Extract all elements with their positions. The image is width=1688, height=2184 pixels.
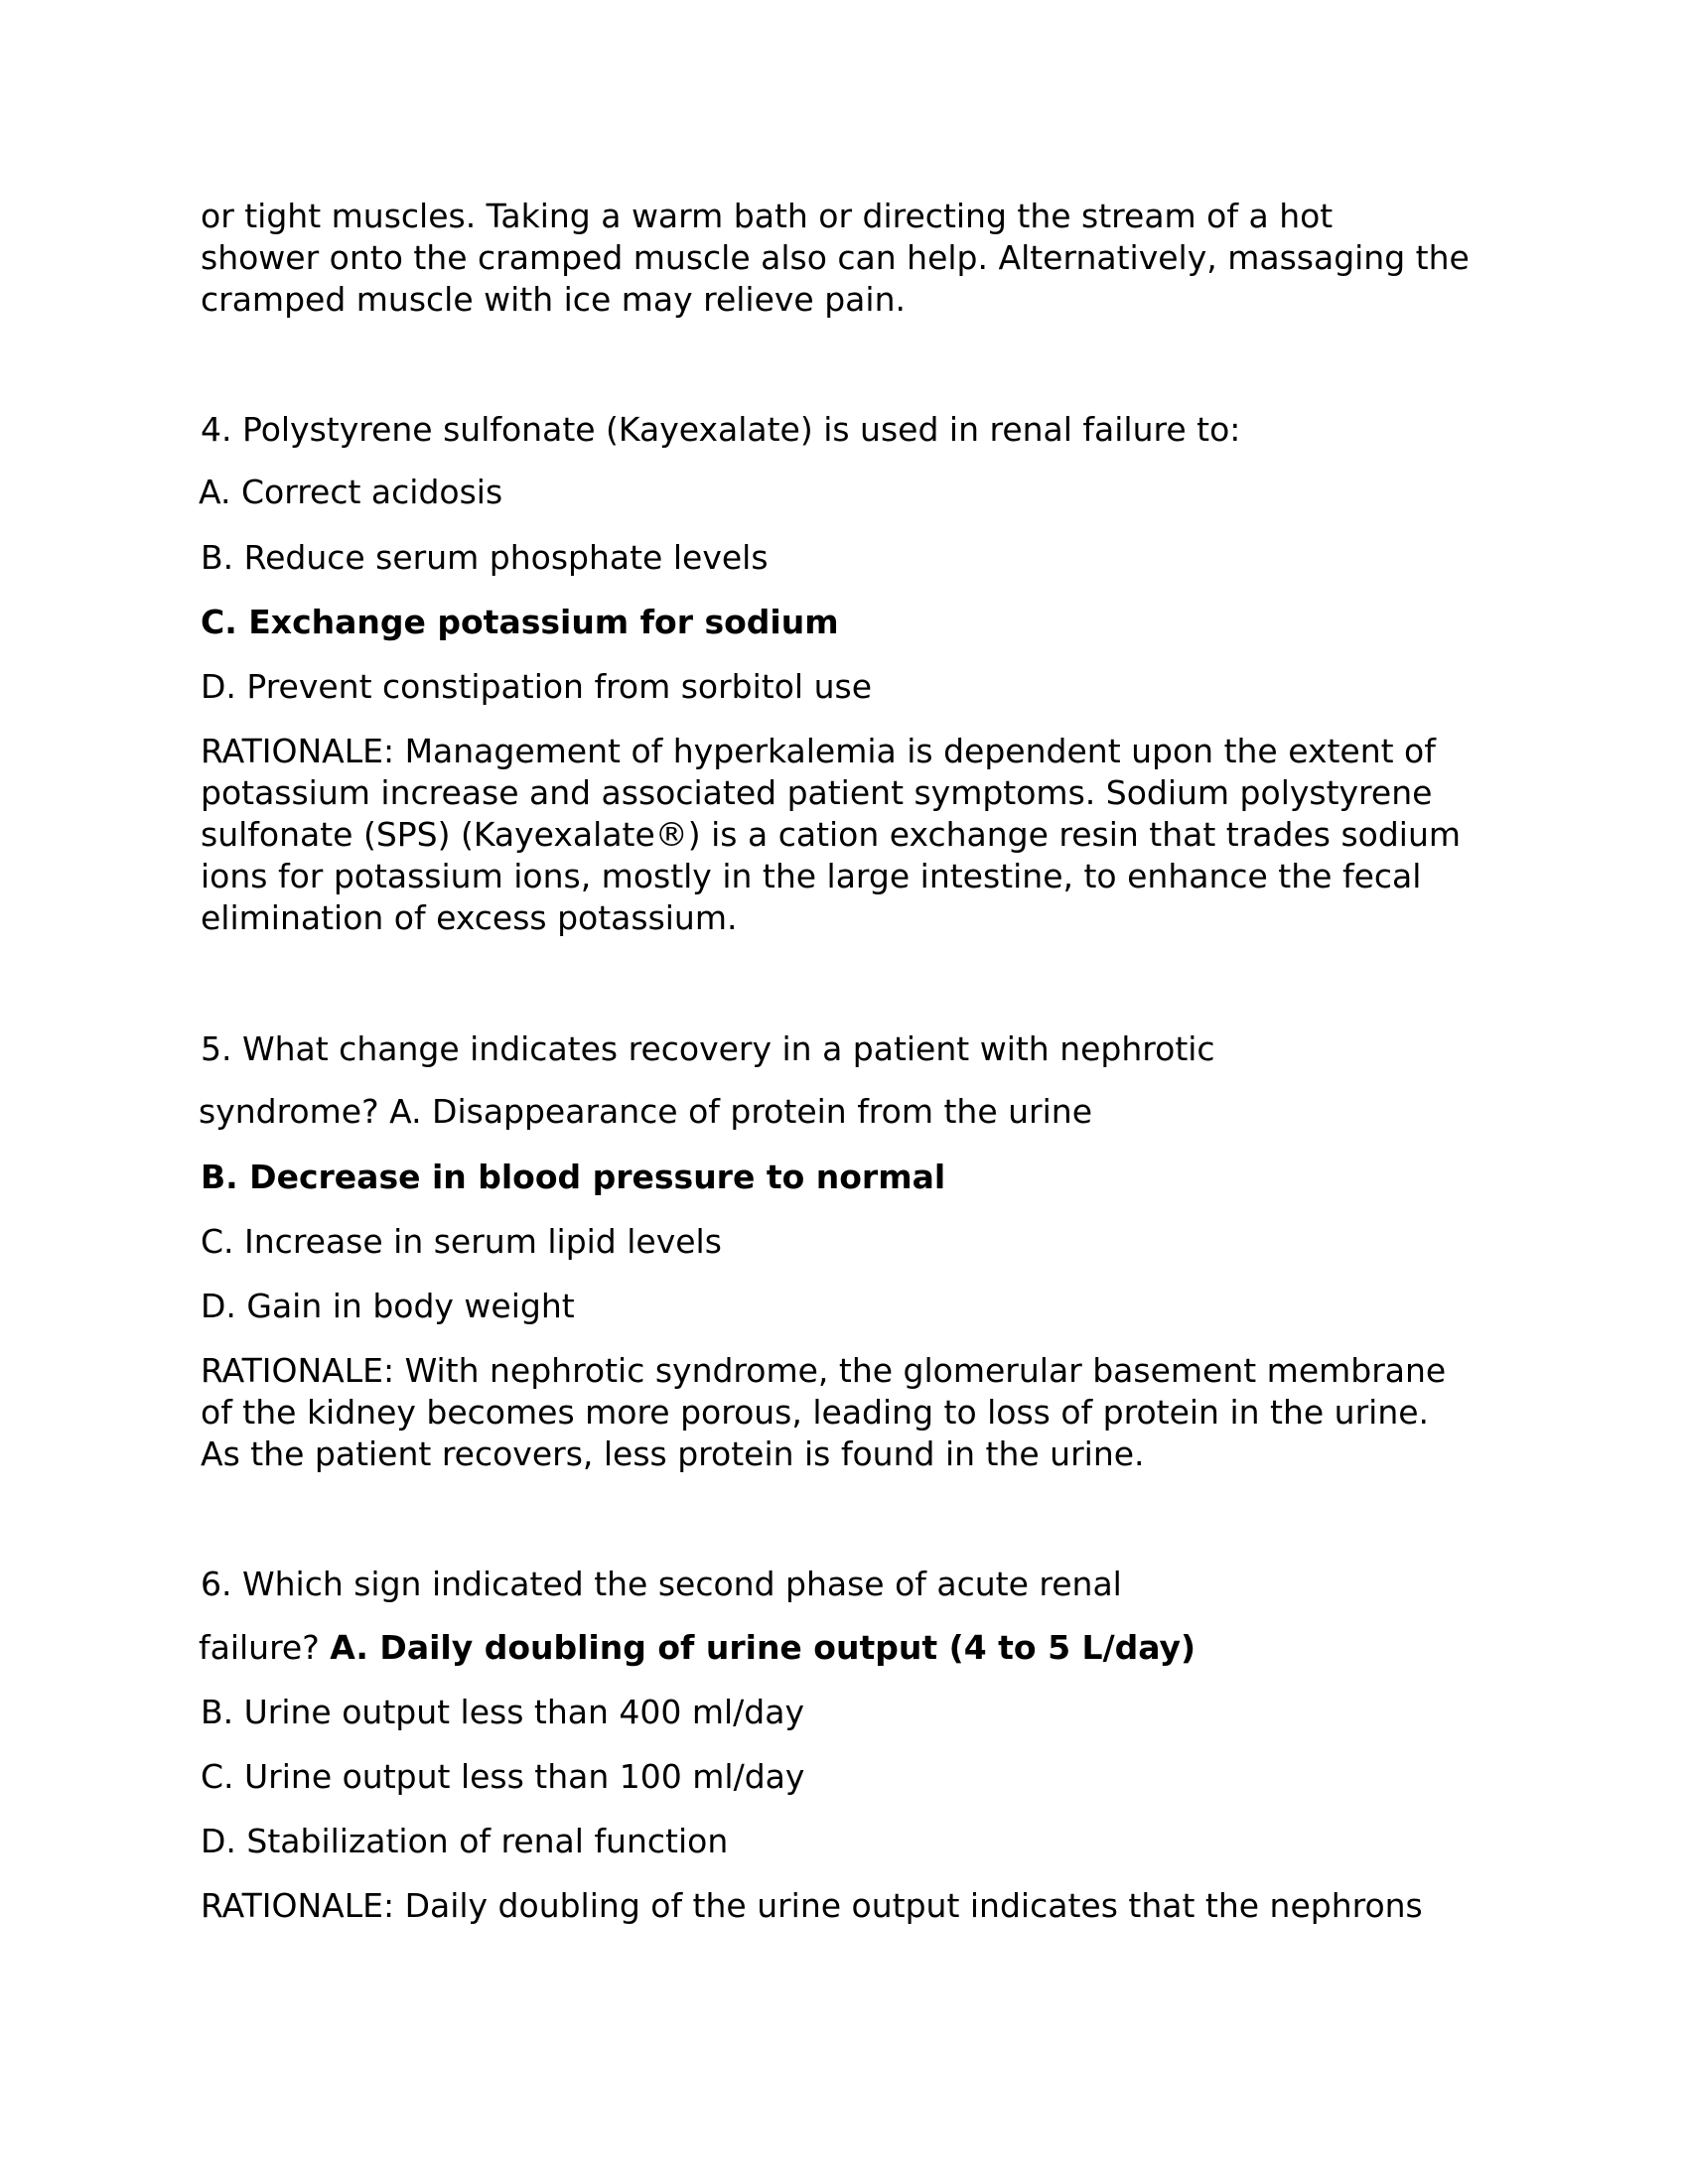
q5-option-d: D. Gain in body weight [201, 1287, 575, 1325]
q4-option-a: A. Correct acidosis [199, 473, 503, 511]
text-line: As the patient recovers, less protein is found in the urine. [201, 1434, 1145, 1473]
q4-option-b: B. Reduce serum phosphate levels [201, 538, 769, 577]
q6-option-a-correct: A. Daily doubling of urine output (4 to 5 L/day) [330, 1628, 1196, 1667]
q6-option-c: C. Urine output less than 100 ml/day [201, 1757, 805, 1796]
text-line: elimination of excess potassium. [201, 898, 738, 937]
q6-option-d: D. Stabilization of renal function [201, 1822, 729, 1860]
text-line: RATIONALE: Management of hyperkalemia is dependent upon the extent of [201, 732, 1436, 770]
q5-option-c: C. Increase in serum lipid levels [201, 1222, 722, 1261]
text-line: RATIONALE: With nephrotic syndrome, the glomerular basement membrane [201, 1351, 1447, 1390]
continuation-paragraph [201, 196, 1491, 321]
q5-rationale [201, 1350, 1491, 1475]
q4-option-c-correct: C. Exchange potassium for sodium [201, 603, 839, 641]
text-line: potassium increase and associated patient symptoms. Sodium polystyrene [201, 773, 1433, 812]
question-5-line-2: syndrome? A. Disappearance of protein from the urine [199, 1092, 1092, 1131]
question-5-line-1: 5. What change indicates recovery in a patient with nephrotic [201, 1029, 1215, 1068]
text-line: sulfonate (SPS) (Kayexalate®) is a cation exchange resin that trades sodium [201, 815, 1462, 854]
question-4: 4. Polystyrene sulfonate (Kayexalate) is used in renal failure to: [201, 410, 1241, 449]
text-line: shower onto the cramped muscle also can help. Alternatively, massaging the [201, 238, 1470, 277]
q5-option-b-correct: B. Decrease in blood pressure to normal [201, 1158, 946, 1196]
question-6-prefix: failure? [199, 1628, 331, 1667]
text-line: or tight muscles. Taking a warm bath or directing the stream of a hot [201, 197, 1334, 235]
text-line: cramped muscle with ice may relieve pain. [201, 280, 906, 319]
q4-rationale [201, 731, 1491, 939]
q4-option-d: D. Prevent constipation from sorbitol use [201, 667, 873, 706]
text-line: of the kidney becomes more porous, leading to loss of protein in the urine. [201, 1393, 1430, 1432]
text-line: ions for potassium ions, mostly in the large intestine, to enhance the fecal [201, 857, 1422, 895]
question-6-line-1: 6. Which sign indicated the second phase of acute renal [201, 1565, 1122, 1603]
q6-rationale: RATIONALE: Daily doubling of the urine output indicates that the nephrons [201, 1886, 1423, 1925]
question-6-line-2 [199, 1627, 1196, 1669]
q6-option-b: B. Urine output less than 400 ml/day [201, 1693, 804, 1731]
